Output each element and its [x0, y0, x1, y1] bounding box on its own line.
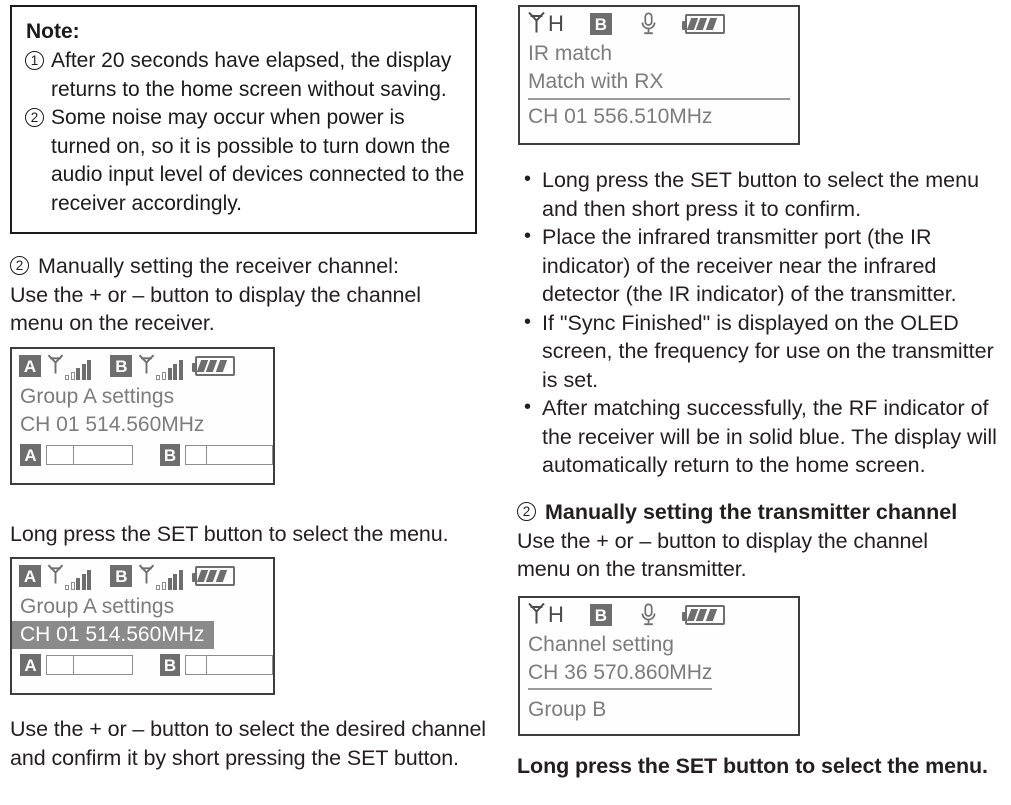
receiver-status-bar	[12, 559, 273, 589]
receiver-section	[10, 252, 490, 338]
receiver-line-channel-selected-row	[12, 621, 273, 649]
receiver-section-heading-label: Manually setting the receiver channel:	[38, 254, 399, 278]
receiver-long-press-caption: Long press the SET button to select the menu.	[10, 522, 449, 546]
transmitter-line-channel: CH 01 556.510MHz	[528, 105, 713, 128]
antenna-label-h: H	[548, 11, 564, 36]
receiver-line-channel: CH 01 514.560MHz	[20, 413, 205, 436]
channel-a-badge: A	[19, 355, 41, 377]
receiver-af-meters	[12, 444, 273, 466]
transmitter-display-ir-match	[518, 5, 800, 145]
circled-number-icon: 2	[517, 502, 536, 521]
transmitter-line-channel: CH 36 570.860MHz	[528, 659, 712, 690]
transmitter-line-group: Group B	[528, 698, 607, 721]
list-item: • If "Sync Finished" is displayed on the OLED screen, the frequency for use on the transmitter is set.	[517, 309, 1009, 395]
channel-a-badge: A	[19, 565, 41, 587]
receiver-section-heading	[10, 252, 490, 281]
note-item-number	[25, 47, 51, 76]
af-meter-a	[46, 445, 134, 465]
transmitter-section-heading-label: Manually setting the transmitter channel	[545, 500, 958, 524]
circled-number-icon: 2	[25, 108, 44, 127]
antenna-icon	[47, 353, 64, 380]
ir-match-bullet-list	[517, 166, 1009, 480]
note-item-number	[25, 104, 51, 133]
receiver-intro-paragraph: Use the + or – button to display the channel menu on the receiver.	[10, 282, 421, 335]
microphone-icon	[640, 603, 657, 628]
antenna-icon	[527, 10, 546, 39]
receiver-display-2	[10, 557, 275, 695]
receiver-line-group: Group A settings	[20, 595, 175, 618]
circled-number-icon: 1	[25, 51, 44, 70]
af-meter-a	[46, 655, 134, 675]
receiver-line-channel-selected: CH 01 514.560MHz	[12, 621, 214, 649]
signal-bars-b	[156, 570, 182, 590]
receiver-af-meters	[12, 654, 273, 676]
rf-signal-group-b	[138, 563, 182, 590]
list-item: • Place the infrared transmitter port (the IR indicator) of the receiver near the infrared detector (the IR indicator) of the transmitter.	[517, 223, 1009, 309]
microphone-icon	[640, 12, 657, 37]
battery-icon	[195, 566, 235, 586]
transmitter-status-bar	[520, 598, 798, 628]
list-item: • After matching successfully, the RF indicator of the receiver will be in solid blue. The display will automatically return to the home screen.	[517, 394, 1009, 480]
transmitter-section	[517, 498, 1007, 584]
rf-signal-group-a	[47, 353, 91, 380]
af-label-a: A	[20, 444, 41, 466]
transmitter-line-mode: Channel setting	[528, 633, 674, 656]
af-label-b: B	[160, 654, 181, 676]
list-item: • Long press the SET button to select the menu and then short press it to confirm.	[517, 166, 1009, 223]
note-box	[10, 5, 477, 234]
signal-bars-a	[65, 570, 91, 590]
transmitter-line-channel-row	[520, 659, 798, 690]
receiver-line-group: Group A settings	[20, 385, 175, 408]
transmitter-line-match: Match with RX	[528, 70, 664, 93]
note-title: Note:	[26, 20, 80, 43]
note-item-text: Some noise may occur when power is turned on, so it is possible to turn down the audio input level of devices connected to the receiver accordingly.	[51, 106, 465, 215]
battery-icon	[685, 14, 725, 34]
transmitter-long-press-caption: Long press the SET button to select the menu.	[517, 754, 988, 778]
af-meter-b	[185, 445, 273, 465]
receiver-status-bar	[12, 349, 273, 379]
antenna-icon	[138, 563, 155, 590]
note-item	[25, 47, 465, 104]
signal-bars-a	[65, 360, 91, 380]
circled-number-icon: 2	[10, 256, 29, 275]
transmitter-line-mode: IR match	[528, 42, 613, 65]
af-label-b: B	[160, 444, 181, 466]
antenna-label-h: H	[548, 602, 564, 627]
channel-b-badge: B	[110, 355, 132, 377]
note-item-text: After 20 seconds have elapsed, the display returns to the home screen without saving.	[51, 49, 452, 101]
battery-icon	[195, 356, 235, 376]
receiver-display-1	[10, 347, 275, 485]
transmitter-display-channel-setting	[518, 596, 800, 736]
group-b-badge: B	[590, 13, 612, 35]
transmitter-status-bar	[520, 7, 798, 37]
receiver-closing-paragraph: Use the + or – button to select the desired channel and confirm it by short pressing the SET button.	[10, 717, 486, 770]
note-item	[25, 104, 465, 218]
af-label-a: A	[20, 654, 41, 676]
channel-b-badge: B	[110, 565, 132, 587]
group-b-badge: B	[590, 604, 612, 626]
rf-signal-group-b	[138, 353, 182, 380]
battery-icon	[685, 605, 725, 625]
rf-signal-group-a	[47, 563, 91, 590]
antenna-icon	[47, 563, 64, 590]
signal-bars-b	[156, 360, 182, 380]
transmitter-intro-paragraph: Use the + or – button to display the channel menu on the transmitter.	[517, 528, 928, 581]
antenna-icon	[138, 353, 155, 380]
antenna-icon	[527, 601, 546, 630]
transmitter-separator	[528, 98, 790, 100]
transmitter-section-heading	[517, 498, 1007, 527]
af-meter-b	[185, 655, 273, 675]
